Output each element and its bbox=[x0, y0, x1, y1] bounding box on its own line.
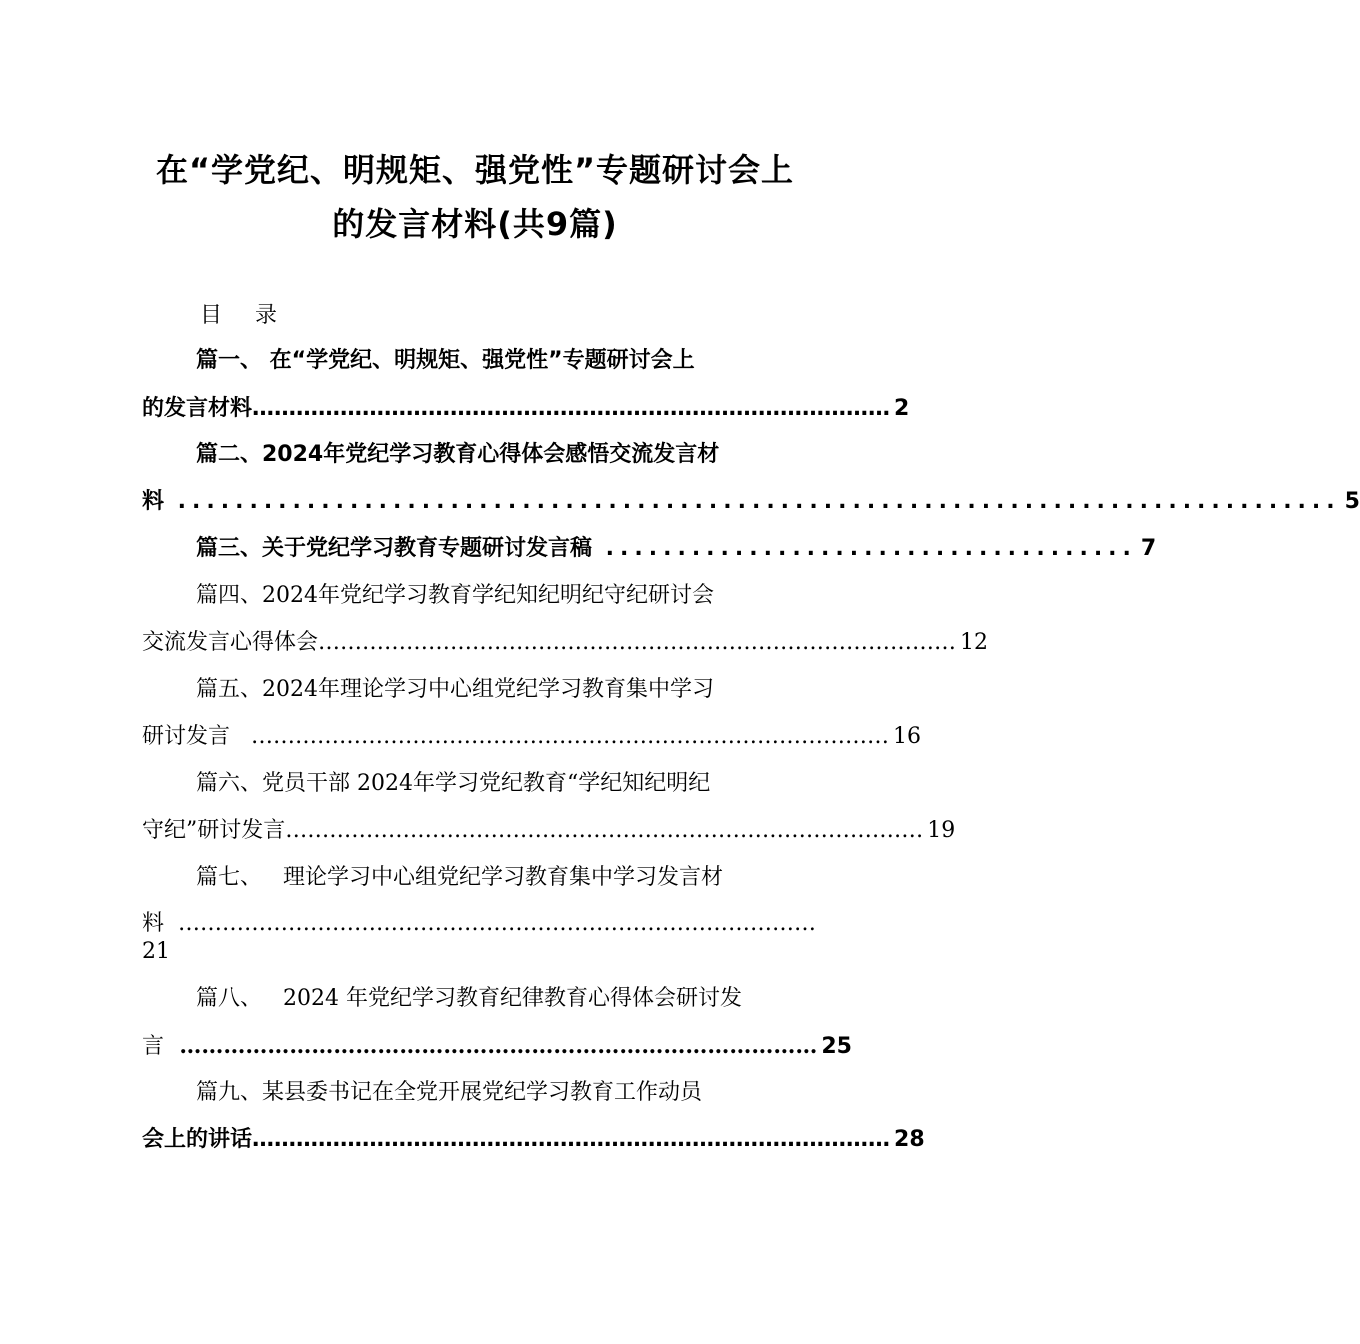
toc-leader-dots: …………………………………………………………………………… bbox=[318, 630, 957, 655]
toc-entry-6-line1: 篇六、党员干部 2024年学习党纪教育“学纪知纪明纪 bbox=[196, 771, 711, 796]
toc-entry-3-page: 7 bbox=[1140, 536, 1157, 561]
toc-entry-3-text: 篇三、关于党纪学习教育专题研讨发言稿 bbox=[196, 536, 593, 561]
toc-entry-6-page: 19 bbox=[927, 818, 956, 843]
toc-leader-dots: …………………………………………………………………………… bbox=[164, 911, 817, 936]
toc-entry-2-line2[interactable] bbox=[142, 486, 1360, 518]
toc-entry-2-page: 5 bbox=[1344, 489, 1360, 514]
toc-leader-dots: …………………………………………………………………………… bbox=[252, 1127, 891, 1152]
toc-entry-4-line1: 篇四、2024年党纪学习教育学纪知纪明纪守纪研讨会 bbox=[196, 583, 714, 608]
toc-heading: 目 录 bbox=[200, 303, 278, 328]
toc-entry-5-line1: 篇五、2024年理论学习中心组党纪学习教育集中学习 bbox=[196, 677, 714, 702]
toc-entry-8-text: 言 bbox=[142, 1034, 165, 1059]
toc-leader-dots: …………………………………………………………………………… bbox=[164, 1033, 818, 1059]
toc-entry-5-line2[interactable] bbox=[142, 721, 921, 753]
toc-leader-dots: …………………………………………………………………………… bbox=[252, 396, 891, 421]
toc-entry-3[interactable] bbox=[196, 533, 1157, 565]
toc-leader-dots: ..................................... bbox=[592, 536, 1137, 561]
document-title-line2: 的发言材料(共9篇) bbox=[332, 205, 618, 243]
toc-entry-1-line2[interactable] bbox=[142, 393, 910, 425]
toc-entry-2-text: 料 bbox=[142, 489, 165, 514]
toc-entry-1-text: 的发言材料 bbox=[142, 396, 253, 421]
toc-entry-4-text: 交流发言心得体会 bbox=[142, 630, 319, 655]
toc-entry-6-line2[interactable] bbox=[142, 815, 956, 847]
toc-entry-8-line2[interactable] bbox=[142, 1030, 852, 1063]
toc-entry-9-text: 会上的讲话 bbox=[142, 1127, 253, 1152]
toc-entry-9-page: 28 bbox=[894, 1127, 925, 1152]
toc-entry-4-page: 12 bbox=[960, 630, 989, 655]
toc-entry-1-page: 2 bbox=[894, 396, 910, 421]
toc-entry-7-line1: 篇七、 理论学习中心组党纪学习教育集中学习发言材 bbox=[196, 865, 723, 890]
toc-entry-5-text: 研讨发言 bbox=[142, 724, 231, 749]
toc-leader-dots: …………………………………………………………………………… bbox=[285, 818, 924, 843]
toc-entry-7-page: 21 bbox=[142, 939, 170, 964]
toc-entry-9-line1: 篇九、某县委书记在全党开展党纪学习教育工作动员 bbox=[196, 1080, 703, 1105]
toc-entry-5-page: 16 bbox=[893, 724, 921, 749]
toc-leader-dots: …………………………………………………………………………… bbox=[230, 724, 889, 749]
toc-entry-2-line1: 篇二、2024年党纪学习教育心得体会感悟交流发言材 bbox=[196, 442, 720, 467]
toc-entry-6-text: 守纪”研讨发言 bbox=[142, 818, 286, 843]
document-title-line1: 在“学党纪、明规矩、强党性”专题研讨会上 bbox=[155, 151, 795, 189]
toc-entry-7-text: 料 bbox=[142, 911, 165, 936]
toc-entry-9-line2[interactable] bbox=[142, 1124, 925, 1156]
toc-entry-1-line1: 篇一、 在“学党纪、明规矩、强党性”专题研讨会上 bbox=[196, 348, 695, 373]
toc-entry-4-line2[interactable] bbox=[142, 627, 989, 659]
toc-entry-8-line1: 篇八、 2024 年党纪学习教育纪律教育心得体会研讨发 bbox=[196, 986, 742, 1011]
toc-leader-dots: ................................................................................. bbox=[164, 489, 1341, 514]
toc-entry-8-page: 25 bbox=[821, 1034, 852, 1059]
